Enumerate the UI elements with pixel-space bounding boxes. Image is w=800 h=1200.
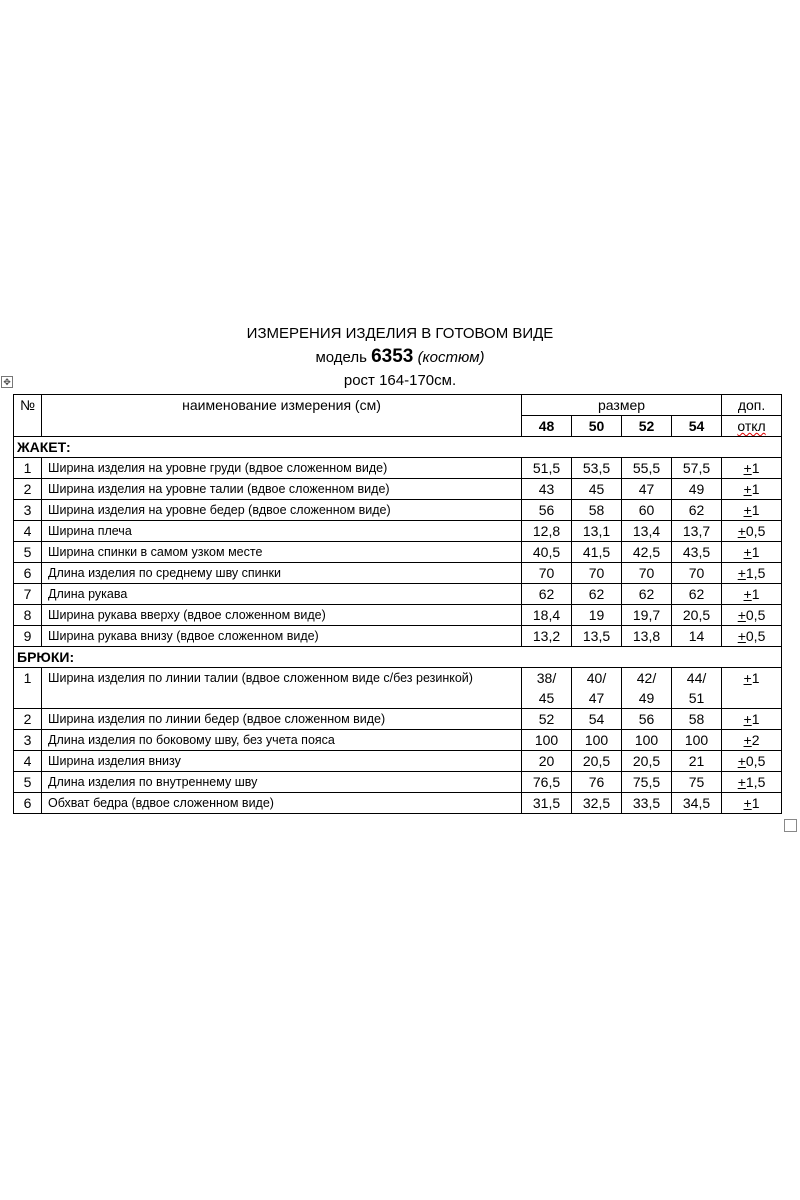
table-row: [14, 730, 782, 751]
measurement-value: 70: [522, 563, 572, 584]
measurement-value: 40,5: [522, 542, 572, 563]
measurement-value: 100: [572, 730, 622, 751]
tolerance-value: [722, 521, 782, 542]
tolerance-sign: +: [743, 460, 752, 476]
tolerance-value: [722, 709, 782, 730]
measurement-value: 31,5: [522, 793, 572, 814]
measurement-value: 12,8: [522, 521, 572, 542]
tolerance-value: [722, 605, 782, 626]
tolerance-value: [722, 584, 782, 605]
tolerance-sign: +: [743, 544, 752, 560]
value-bottom: 51: [688, 690, 705, 706]
measurement-value: 32,5: [572, 793, 622, 814]
tolerance-value: [722, 730, 782, 751]
tolerance-amount: 1: [751, 502, 760, 518]
measurement-value: 33,5: [622, 793, 672, 814]
table-row: [14, 479, 782, 500]
tolerance-sign: +: [737, 628, 746, 644]
measurement-value: 56: [522, 500, 572, 521]
value-top: 42/: [636, 670, 657, 686]
row-number: 1: [14, 668, 42, 709]
measurement-value: 62: [672, 584, 722, 605]
measurement-value: 21: [672, 751, 722, 772]
col-header-size: размер: [522, 395, 722, 416]
tolerance-value: [722, 772, 782, 793]
tolerance-amount: 1: [751, 670, 760, 686]
measurement-name: Ширина рукава внизу (вдвое сложенном виде): [42, 626, 522, 647]
measurement-value: 13,7: [672, 521, 722, 542]
measurement-value: 100: [622, 730, 672, 751]
spellcheck-marked-text: откл: [737, 418, 766, 434]
tolerance-amount: 0,5: [745, 628, 766, 644]
measurement-value: 43,5: [672, 542, 722, 563]
measurement-name: Ширина рукава вверху (вдвое сложенном виде): [42, 605, 522, 626]
table-row: [14, 521, 782, 542]
table-row: [14, 793, 782, 814]
tolerance-value: [722, 793, 782, 814]
tolerance-sign: +: [743, 586, 752, 602]
measurement-value: 75: [672, 772, 722, 793]
model-line: [0, 345, 800, 370]
value-bottom: 47: [588, 690, 605, 706]
size-header: 52: [622, 416, 672, 437]
row-number: 5: [14, 542, 42, 563]
tolerance-amount: 0,5: [745, 753, 766, 769]
value-top: 38/: [536, 670, 557, 686]
table-move-handle-icon[interactable]: ✥: [1, 376, 13, 388]
col-header-tolerance-2: [722, 416, 782, 437]
measurement-value: [622, 668, 672, 709]
measurement-name: Ширина изделия по линии бедер (вдвое сложенном виде): [42, 709, 522, 730]
tolerance-value: [722, 668, 782, 709]
measurement-value: [572, 668, 622, 709]
measurement-value: 53,5: [572, 458, 622, 479]
measurement-value: 19: [572, 605, 622, 626]
section-pants: БРЮКИ:: [14, 647, 782, 668]
table-resize-handle[interactable]: [784, 819, 797, 832]
tolerance-sign: +: [737, 753, 746, 769]
row-number: 6: [14, 793, 42, 814]
measurement-value: 47: [622, 479, 672, 500]
tolerance-amount: 0,5: [745, 523, 766, 539]
measurement-value: 55,5: [622, 458, 672, 479]
document-title: ИЗМЕРЕНИЯ ИЗДЕЛИЯ В ГОТОВОМ ВИДЕ: [246, 325, 554, 342]
measurement-value: 20,5: [672, 605, 722, 626]
model-type: (костюм): [417, 349, 485, 366]
measurement-value: [672, 668, 722, 709]
tolerance-amount: 1: [751, 460, 760, 476]
measurement-value: 52: [522, 709, 572, 730]
measurement-value: [522, 668, 572, 709]
tolerance-value: [722, 542, 782, 563]
row-number: 6: [14, 563, 42, 584]
tolerance-amount: 0,5: [745, 607, 766, 623]
tolerance-value: [722, 479, 782, 500]
measurement-value: 49: [672, 479, 722, 500]
size-header: 50: [572, 416, 622, 437]
measurement-name: Длина изделия по боковому шву, без учета пояса: [42, 730, 522, 751]
measurement-name: Ширина изделия на уровне талии (вдвое сложенном виде): [42, 479, 522, 500]
col-header-name: наименование измерения (см): [42, 395, 522, 437]
measurement-value: 62: [622, 584, 672, 605]
table-row: [14, 500, 782, 521]
tolerance-sign: +: [743, 732, 752, 748]
measurement-value: 19,7: [622, 605, 672, 626]
tolerance-value: [722, 751, 782, 772]
row-number: 4: [14, 751, 42, 772]
measurement-name: Ширина плеча: [42, 521, 522, 542]
document-title-block: [0, 323, 800, 392]
tolerance-amount: 1: [751, 711, 760, 727]
measurement-name: Обхват бедра (вдвое сложенном виде): [42, 793, 522, 814]
measurement-name: Длина изделия по внутреннему шву: [42, 772, 522, 793]
table-row: [14, 772, 782, 793]
measurement-value: 13,8: [622, 626, 672, 647]
measurement-value: 18,4: [522, 605, 572, 626]
measurement-value: 14: [672, 626, 722, 647]
tolerance-sign: +: [737, 523, 746, 539]
tolerance-sign: +: [743, 481, 752, 497]
table-row: [14, 605, 782, 626]
value-top: 40/: [586, 670, 607, 686]
table-row: [14, 626, 782, 647]
size-header: 48: [522, 416, 572, 437]
measurement-value: 70: [572, 563, 622, 584]
row-number: 3: [14, 730, 42, 751]
table-row: [14, 751, 782, 772]
tolerance-sign: +: [743, 670, 752, 686]
measurement-value: 13,4: [622, 521, 672, 542]
table-row: [14, 563, 782, 584]
measurement-value: 62: [522, 584, 572, 605]
table-row: [14, 458, 782, 479]
row-number: 2: [14, 709, 42, 730]
row-number: 1: [14, 458, 42, 479]
tolerance-sign: +: [737, 565, 746, 581]
table-row: [14, 709, 782, 730]
measurements-table: [13, 394, 782, 814]
tolerance-amount: 2: [751, 732, 760, 748]
size-header: 54: [672, 416, 722, 437]
measurement-value: 20: [522, 751, 572, 772]
measurement-name: Ширина изделия на уровне груди (вдвое сложенном виде): [42, 458, 522, 479]
measurement-name: Ширина спинки в самом узком месте: [42, 542, 522, 563]
measurement-value: 100: [522, 730, 572, 751]
measurement-value: 51,5: [522, 458, 572, 479]
measurement-name: Ширина изделия по линии талии (вдвое сложенном виде с/без резинкой): [42, 668, 522, 709]
tolerance-sign: +: [737, 774, 746, 790]
row-number: 4: [14, 521, 42, 542]
tolerance-amount: 1,5: [745, 565, 766, 581]
tolerance-amount: 1: [751, 481, 760, 497]
tolerance-amount: 1: [751, 795, 760, 811]
measurement-value: 56: [622, 709, 672, 730]
measurement-name: Длина изделия по среднему шву спинки: [42, 563, 522, 584]
measurement-value: 57,5: [672, 458, 722, 479]
row-number: 8: [14, 605, 42, 626]
measurement-value: 70: [672, 563, 722, 584]
measurement-name: Длина рукава: [42, 584, 522, 605]
row-number: 7: [14, 584, 42, 605]
tolerance-sign: +: [743, 711, 752, 727]
measurement-value: 20,5: [622, 751, 672, 772]
tolerance-value: [722, 500, 782, 521]
measurement-value: 58: [572, 500, 622, 521]
measurement-value: 13,2: [522, 626, 572, 647]
height-range: рост 164-170см.: [343, 372, 457, 389]
row-number: 3: [14, 500, 42, 521]
measurement-value: 60: [622, 500, 672, 521]
tolerance-sign: +: [743, 502, 752, 518]
value-bottom: 49: [638, 690, 655, 706]
measurement-value: 75,5: [622, 772, 672, 793]
measurement-value: 62: [672, 500, 722, 521]
measurement-value: 20,5: [572, 751, 622, 772]
measurement-value: 41,5: [572, 542, 622, 563]
measurement-value: 13,5: [572, 626, 622, 647]
row-number: 2: [14, 479, 42, 500]
model-number: 6353: [371, 346, 414, 367]
model-prefix: модель: [315, 349, 372, 366]
tolerance-value: [722, 458, 782, 479]
measurement-value: 58: [672, 709, 722, 730]
tolerance-amount: 1,5: [745, 774, 766, 790]
measurement-value: 43: [522, 479, 572, 500]
measurement-value: 42,5: [622, 542, 672, 563]
row-number: 5: [14, 772, 42, 793]
tolerance-sign: +: [737, 607, 746, 623]
measurement-value: 70: [622, 563, 672, 584]
value-top: 44/: [686, 670, 707, 686]
measurement-name: Ширина изделия на уровне бедер (вдвое сложенном виде): [42, 500, 522, 521]
measurement-name: Ширина изделия внизу: [42, 751, 522, 772]
measurement-value: 45: [572, 479, 622, 500]
table-row: [14, 542, 782, 563]
col-header-number: №: [14, 395, 42, 437]
tolerance-amount: 1: [751, 544, 760, 560]
measurement-value: 76,5: [522, 772, 572, 793]
measurement-value: 34,5: [672, 793, 722, 814]
measurement-value: 62: [572, 584, 622, 605]
table-row: [14, 584, 782, 605]
measurement-value: 76: [572, 772, 622, 793]
tolerance-amount: 1: [751, 586, 760, 602]
section-jacket: ЖАКЕТ:: [14, 437, 782, 458]
measurement-value: 13,1: [572, 521, 622, 542]
col-header-tolerance: доп.: [722, 395, 782, 416]
value-bottom: 45: [538, 690, 555, 706]
measurement-value: 100: [672, 730, 722, 751]
tolerance-value: [722, 626, 782, 647]
measurement-value: 54: [572, 709, 622, 730]
tolerance-value: [722, 563, 782, 584]
row-number: 9: [14, 626, 42, 647]
tolerance-sign: +: [743, 795, 752, 811]
